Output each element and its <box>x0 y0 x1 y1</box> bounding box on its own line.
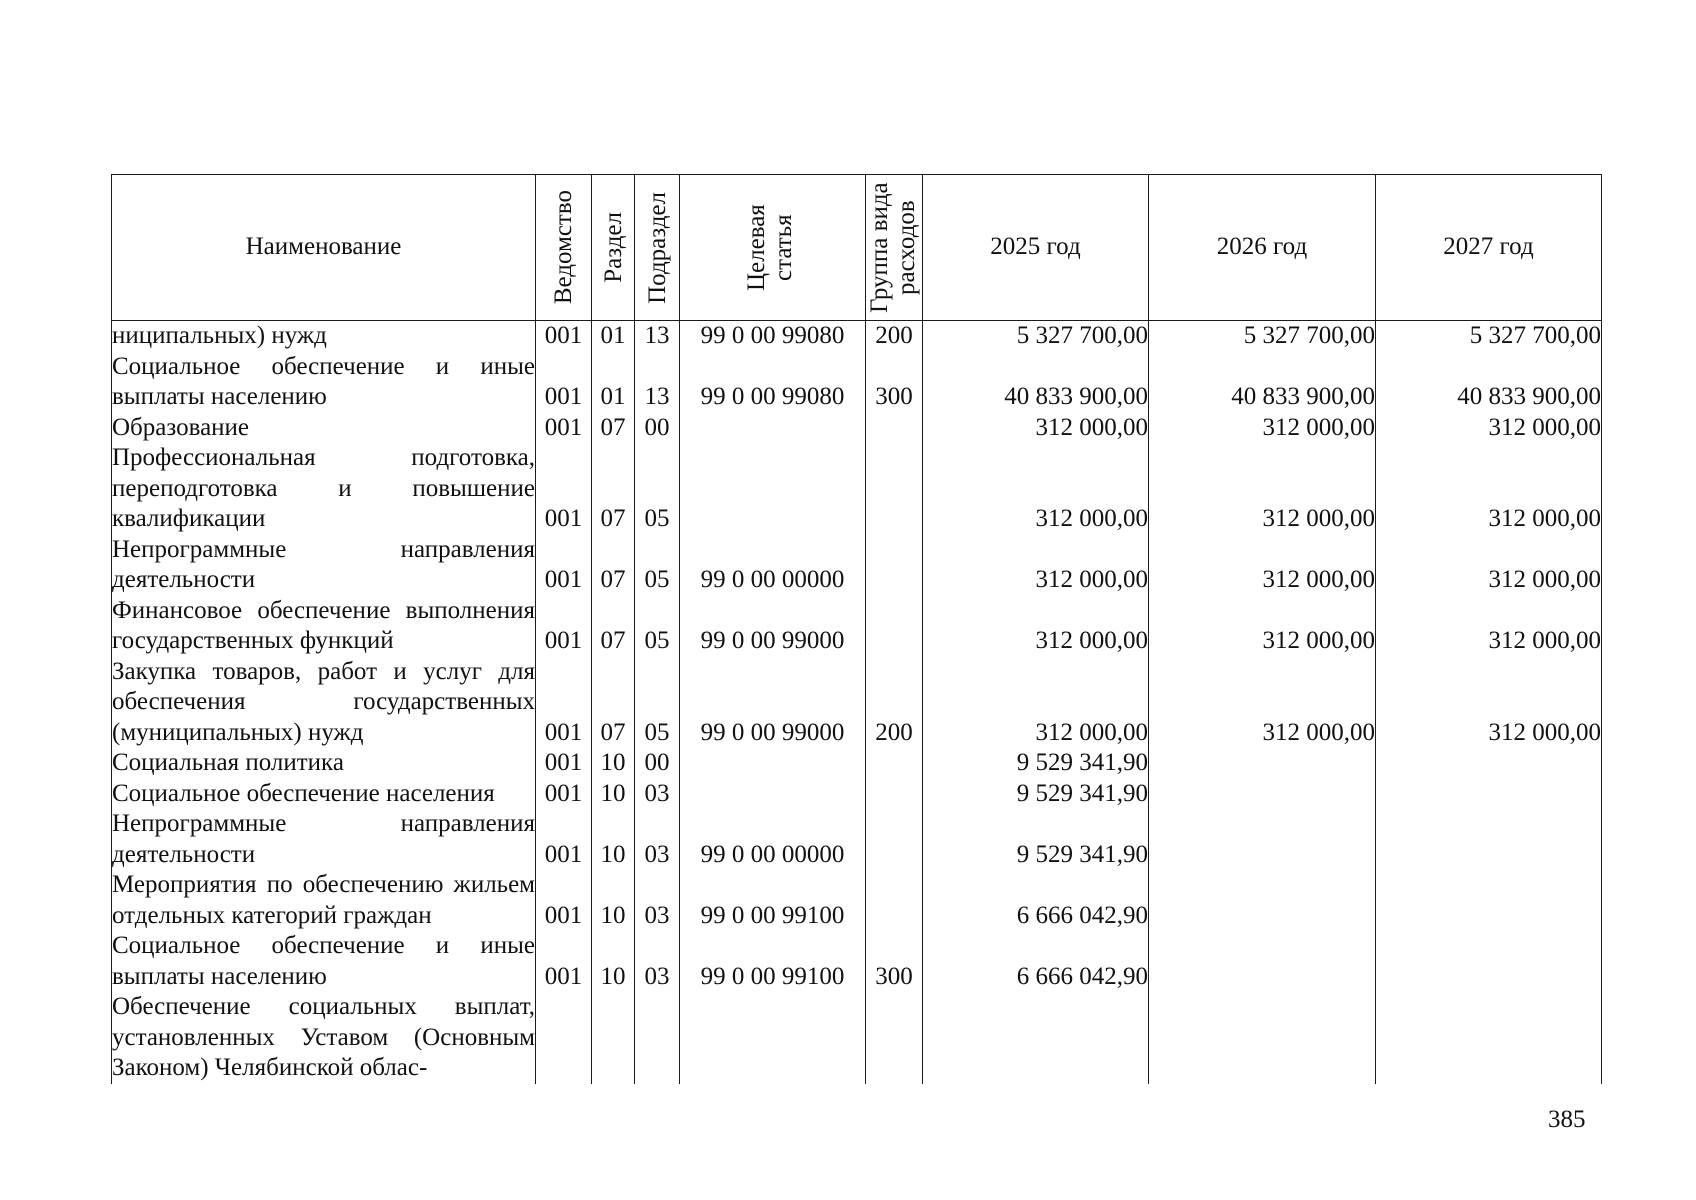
row-department: 001 <box>536 352 592 413</box>
row-2027 <box>1376 992 1602 1084</box>
row-name: Социальное обеспечение и иные выплаты населению <box>112 931 536 992</box>
table-row <box>112 992 1602 1084</box>
row-2027 <box>1376 779 1602 810</box>
table-row <box>112 931 1602 992</box>
row-subsection: 03 <box>635 809 680 870</box>
row-2025: 312 000,00 <box>923 443 1149 535</box>
row-subsection <box>635 992 680 1084</box>
row-target: 99 0 00 00000 <box>680 809 866 870</box>
row-2027: 312 000,00 <box>1376 657 1602 749</box>
row-section: 07 <box>592 413 635 444</box>
row-2025: 9 529 341,90 <box>923 809 1149 870</box>
row-2027: 312 000,00 <box>1376 535 1602 596</box>
row-section: 10 <box>592 809 635 870</box>
row-name: Обеспечение социальных выплат, установленных Уставом (Основным Законом) Челябинской облас- <box>112 992 536 1084</box>
row-2027 <box>1376 748 1602 779</box>
row-2025: 312 000,00 <box>923 596 1149 657</box>
header-2027: 2027 год <box>1376 175 1602 321</box>
row-2026 <box>1149 992 1376 1084</box>
row-target <box>680 992 866 1084</box>
row-2027: 312 000,00 <box>1376 596 1602 657</box>
row-section: 10 <box>592 931 635 992</box>
row-expense-group: 200 <box>866 321 923 352</box>
row-2026 <box>1149 931 1376 992</box>
header-section: Раздел <box>592 175 635 321</box>
header-department: Ведомство <box>536 175 592 321</box>
table-body <box>112 321 1602 1084</box>
row-2026: 312 000,00 <box>1149 443 1376 535</box>
row-section: 10 <box>592 748 635 779</box>
row-target: 99 0 00 00000 <box>680 535 866 596</box>
row-subsection: 03 <box>635 870 680 931</box>
row-expense-group: 200 <box>866 657 923 749</box>
row-2027 <box>1376 870 1602 931</box>
row-expense-group <box>866 596 923 657</box>
row-target <box>680 443 866 535</box>
row-2026 <box>1149 748 1376 779</box>
row-name: Мероприятия по обеспечению жильем отдельных категорий граждан <box>112 870 536 931</box>
table-row <box>112 657 1602 749</box>
row-target: 99 0 00 99100 <box>680 870 866 931</box>
table-row <box>112 779 1602 810</box>
row-expense-group <box>866 809 923 870</box>
row-2026 <box>1149 779 1376 810</box>
row-department: 001 <box>536 443 592 535</box>
row-expense-group <box>866 413 923 444</box>
row-section: 01 <box>592 321 635 352</box>
row-expense-group <box>866 748 923 779</box>
row-department: 001 <box>536 931 592 992</box>
row-2027: 40 833 900,00 <box>1376 352 1602 413</box>
row-2025: 9 529 341,90 <box>923 779 1149 810</box>
row-2026 <box>1149 809 1376 870</box>
row-department: 001 <box>536 413 592 444</box>
budget-table <box>111 174 1602 1084</box>
row-2025: 312 000,00 <box>923 535 1149 596</box>
row-2025: 312 000,00 <box>923 657 1149 749</box>
row-subsection: 05 <box>635 535 680 596</box>
row-expense-group <box>866 535 923 596</box>
row-name: Профессиональная подготовка, переподготовка и повышение квалификации <box>112 443 536 535</box>
header-subsection: Подраздел <box>635 175 680 321</box>
row-2025 <box>923 992 1149 1084</box>
row-target <box>680 779 866 810</box>
row-subsection: 00 <box>635 748 680 779</box>
row-department: 001 <box>536 535 592 596</box>
page-number: 385 <box>1548 1106 1586 1133</box>
row-target: 99 0 00 99080 <box>680 352 866 413</box>
row-department: 001 <box>536 779 592 810</box>
row-department: 001 <box>536 748 592 779</box>
row-section <box>592 992 635 1084</box>
row-2027 <box>1376 931 1602 992</box>
row-2025: 6 666 042,90 <box>923 931 1149 992</box>
table-row <box>112 596 1602 657</box>
row-2025: 312 000,00 <box>923 413 1149 444</box>
row-name: Непрограммные направления деятельности <box>112 535 536 596</box>
row-target <box>680 748 866 779</box>
row-subsection: 03 <box>635 931 680 992</box>
row-expense-group <box>866 870 923 931</box>
row-subsection: 05 <box>635 657 680 749</box>
row-subsection: 05 <box>635 596 680 657</box>
row-department: 001 <box>536 321 592 352</box>
header-expense-group: Группа вида расходов <box>866 175 923 321</box>
row-section: 07 <box>592 657 635 749</box>
table-header <box>112 175 1602 321</box>
row-name: Закупка товаров, работ и услуг для обеспечения государственных (муниципальных) нужд <box>112 657 536 749</box>
row-2026: 312 000,00 <box>1149 413 1376 444</box>
table-row <box>112 321 1602 352</box>
header-2025: 2025 год <box>923 175 1149 321</box>
row-2026: 312 000,00 <box>1149 657 1376 749</box>
row-2025: 9 529 341,90 <box>923 748 1149 779</box>
header-row <box>112 175 1602 321</box>
row-department <box>536 992 592 1084</box>
table-row <box>112 535 1602 596</box>
table-row <box>112 809 1602 870</box>
row-expense-group <box>866 443 923 535</box>
row-2025: 6 666 042,90 <box>923 870 1149 931</box>
row-section: 07 <box>592 443 635 535</box>
row-2026: 312 000,00 <box>1149 535 1376 596</box>
row-expense-group <box>866 779 923 810</box>
header-name: Наименование <box>112 175 536 321</box>
table-row <box>112 352 1602 413</box>
row-department: 001 <box>536 596 592 657</box>
row-2026: 5 327 700,00 <box>1149 321 1376 352</box>
row-section: 07 <box>592 596 635 657</box>
row-target: 99 0 00 99100 <box>680 931 866 992</box>
row-2027: 312 000,00 <box>1376 413 1602 444</box>
row-2026: 40 833 900,00 <box>1149 352 1376 413</box>
row-section: 07 <box>592 535 635 596</box>
row-name: Социальное обеспечение населения <box>112 779 536 810</box>
row-target <box>680 413 866 444</box>
row-2026: 312 000,00 <box>1149 596 1376 657</box>
row-name: Непрограммные направления деятельности <box>112 809 536 870</box>
row-department: 001 <box>536 809 592 870</box>
row-name: ниципальных) нужд <box>112 321 536 352</box>
row-target: 99 0 00 99080 <box>680 321 866 352</box>
row-2026 <box>1149 870 1376 931</box>
row-2025: 5 327 700,00 <box>923 321 1149 352</box>
table-row <box>112 870 1602 931</box>
row-section: 10 <box>592 870 635 931</box>
table-row <box>112 413 1602 444</box>
row-name: Образование <box>112 413 536 444</box>
row-2027: 5 327 700,00 <box>1376 321 1602 352</box>
row-name: Социальное обеспечение и иные выплаты населению <box>112 352 536 413</box>
row-2027: 312 000,00 <box>1376 443 1602 535</box>
row-section: 10 <box>592 779 635 810</box>
row-target: 99 0 00 99000 <box>680 657 866 749</box>
row-subsection: 05 <box>635 443 680 535</box>
row-department: 001 <box>536 657 592 749</box>
row-2027 <box>1376 809 1602 870</box>
row-subsection: 13 <box>635 321 680 352</box>
header-2026: 2026 год <box>1149 175 1376 321</box>
row-name: Социальная политика <box>112 748 536 779</box>
table-row <box>112 443 1602 535</box>
row-subsection: 13 <box>635 352 680 413</box>
row-department: 001 <box>536 870 592 931</box>
row-subsection: 00 <box>635 413 680 444</box>
table-row <box>112 748 1602 779</box>
row-subsection: 03 <box>635 779 680 810</box>
row-target: 99 0 00 99000 <box>680 596 866 657</box>
row-expense-group: 300 <box>866 352 923 413</box>
row-name: Финансовое обеспечение выполнения государственных функций <box>112 596 536 657</box>
row-2025: 40 833 900,00 <box>923 352 1149 413</box>
row-expense-group: 300 <box>866 931 923 992</box>
row-section: 01 <box>592 352 635 413</box>
row-expense-group <box>866 992 923 1084</box>
header-target: Целевая статья <box>680 175 866 321</box>
